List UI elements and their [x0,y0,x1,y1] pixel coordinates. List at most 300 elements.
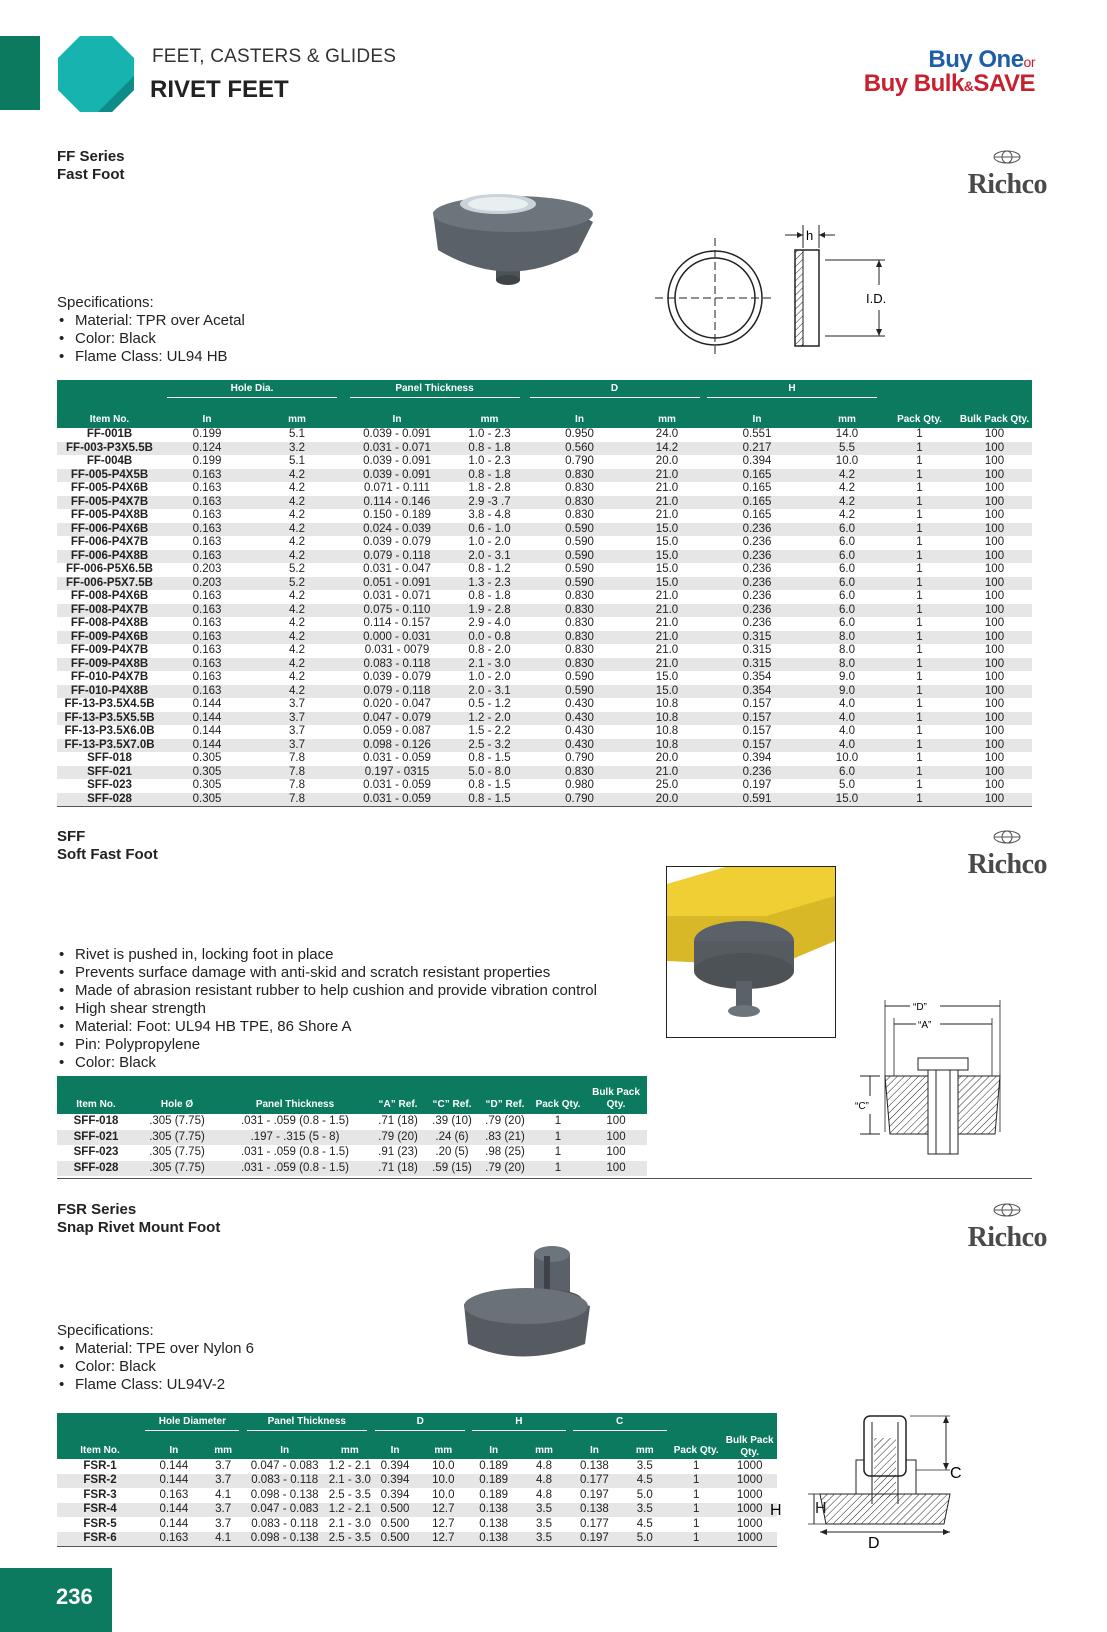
table-cell: 0.197 [742,779,772,791]
fsr-col-unit: In [468,1433,518,1459]
table-cell: 4.2 [252,496,342,510]
table-cell: 4.8 [519,1474,569,1489]
table-cell: 0.031 - 0.059 [342,793,452,807]
table-cell: 5.0 [620,1532,670,1547]
table-cell: 0.144 [192,698,222,710]
table-cell: 15.0 [655,536,679,548]
table-cell: 0.8 - 1.5 [452,793,527,807]
item-number-cell: FF-006-P5X7.5B [57,577,162,591]
table-cell: 1 [554,1115,562,1127]
snap-rivet-foot-image [460,1244,600,1362]
table-row [57,1459,777,1474]
item-number-cell: FF-008-P4X6B [70,590,149,602]
table-row [57,563,1032,577]
table-cell: 4.2 [289,536,305,548]
table-cell: 4.2 [839,509,855,521]
table-cell: 0.039 - 0.091 [342,469,452,483]
table-cell: 6.0 [839,536,855,548]
table-cell: 1 [916,590,923,602]
table-cell: 0.8 - 1.8 [468,590,511,602]
table-cell: 0.430 [565,725,594,737]
table-cell: 1 [882,685,957,699]
fsr-diagram-h-label: H [815,1500,827,1517]
table-cell: .305 (7.75) [149,1146,205,1158]
table-cell: 0.315 [702,658,812,672]
table-cell: 0.165 [742,482,772,494]
table-cell: 100 [585,1130,647,1146]
table-cell: 0.163 [192,482,222,494]
table-cell: 100 [984,644,1005,656]
table-cell: 15.0 [812,793,882,807]
table-cell: 1 [882,712,957,726]
table-cell: 100 [984,752,1005,764]
table-cell: 0.163 [162,469,252,483]
table-cell: 100 [957,631,1032,645]
table-cell: 6.0 [839,617,855,629]
table-cell: 0.163 [162,496,252,510]
table-cell: 0.075 - 0.110 [342,604,452,618]
table-cell: 0.590 [527,685,632,699]
table-cell: 2.0 - 3.1 [452,550,527,564]
table-cell: 0.430 [527,739,632,753]
table-cell: 1.2 - 2.1 [328,1503,371,1515]
table-cell: 15.0 [655,671,679,683]
table-row [57,482,1032,496]
diagram-c-label: “C” [855,1101,869,1112]
table-row [57,1161,647,1177]
table-cell: 1 [670,1532,722,1547]
table-cell: 0.031 - 0079 [364,644,430,656]
table-cell: 0.163 [162,631,252,645]
sff-spec-table [57,1076,647,1176]
ff-group-d: D [530,383,700,398]
table-cell: 4.2 [289,509,305,521]
table-cell: 0.071 - 0.111 [363,482,431,494]
table-cell: 7.8 [252,793,342,807]
globe-icon [993,150,1021,164]
table-cell: 0.394 [372,1474,418,1489]
ff-col-unit: mm [252,400,342,428]
table-cell: 3.5 [536,1517,553,1530]
table-cell: .71 (18) [378,1115,418,1127]
table-cell: 4.2 [289,590,305,602]
table-cell: 21.0 [632,766,702,780]
table-cell: 3.7 [205,1503,242,1518]
ff-spec-table [57,380,1032,807]
table-cell: 0.138 [479,1517,509,1530]
table-cell: 0.590 [565,536,594,548]
item-number-cell: FF-009-P4X6B [57,631,162,645]
table-cell: 21.0 [655,590,679,602]
table-cell: 1.0 - 2.3 [468,455,511,467]
table-cell: 15.0 [632,550,702,564]
table-cell: 0.163 [162,523,252,537]
table-cell: 100 [984,617,1005,629]
table-cell: 0.830 [565,509,594,521]
table-cell: 0.8 - 1.5 [468,779,511,791]
table-cell: 0.8 - 1.8 [452,442,527,456]
globe-icon [993,1203,1021,1217]
item-number-cell: FF-13-P3.5X4.5B [64,698,155,710]
table-row [57,550,1032,564]
table-cell: .98 (25) [485,1146,525,1158]
table-cell: 0.5 - 1.2 [468,698,511,710]
table-cell: 0.150 - 0.189 [363,509,431,521]
table-cell: 0.079 - 0.118 [342,550,452,564]
diagram-a-label: “A” [918,1020,932,1031]
table-cell: 100 [984,563,1005,575]
sff-col-panel: Panel Thickness [219,1076,371,1114]
table-row [57,590,1032,604]
table-cell: 0.6 - 1.0 [452,523,527,537]
table-cell: 0.236 [742,536,772,548]
table-row [57,1532,777,1547]
table-cell: 15.0 [655,563,679,575]
table-cell: 100 [957,496,1032,510]
table-cell: .24 (6) [425,1130,479,1146]
table-cell: 0.059 - 0.087 [363,725,431,737]
table-cell: 0.031 - 0.059 [363,779,431,791]
table-cell: 0.163 [162,604,252,618]
table-cell: 6.0 [812,604,882,618]
table-cell: 3.7 [289,698,305,710]
table-row [57,1145,647,1161]
table-cell: 0.199 [192,428,222,440]
table-row [57,604,1032,618]
fsr-col-unit: In [143,1433,205,1459]
table-cell: 0.083 - 0.118 [251,1517,319,1530]
table-cell: 0.163 [159,1488,189,1501]
table-cell: 0.305 [192,752,222,764]
table-cell: 0.047 - 0.083 [242,1503,328,1518]
item-number-cell: FF-008-P4X7B [57,604,162,618]
table-cell: 1 [692,1459,700,1472]
item-number-cell: SFF-028 [57,1161,135,1177]
table-row [57,658,1032,672]
table-cell: 100 [957,793,1032,807]
table-cell: 1 [554,1146,562,1158]
table-cell: 0.8 - 1.2 [468,563,511,575]
table-cell: 0.157 [702,712,812,726]
table-cell: 0.394 [380,1459,410,1472]
table-row [57,469,1032,483]
table-cell: 0.144 [159,1517,189,1530]
sff-col-d: “D” Ref. [479,1076,531,1114]
table-cell: 10.0 [432,1459,455,1472]
table-cell: 0.394 [742,752,772,764]
ff-series-title: FF Series Fast Foot [57,148,125,183]
table-cell: .20 (5) [435,1146,469,1158]
table-cell: 0.354 [702,685,812,699]
item-number-cell: FF-006-P4X6B [57,523,162,537]
table-cell: 0.163 [192,671,222,683]
table-cell: 1 [916,509,923,521]
table-cell: 0.000 - 0.031 [342,631,452,645]
spec-item: • Flame Class: UL94V-2 [57,1376,254,1394]
table-cell: 100 [984,698,1005,710]
table-cell: 0.315 [742,644,772,656]
table-cell: 0.236 [702,550,812,564]
table-cell: 0.790 [565,455,594,467]
table-cell: 0.236 [702,766,812,780]
table-cell: 0.163 [192,617,222,629]
feature-item: • High shear strength [57,1000,597,1018]
table-cell: 1 [916,671,923,683]
table-cell: 4.0 [839,725,855,737]
item-number-cell: FF-13-P3.5X6.0B [64,725,155,737]
table-cell: 1 [692,1488,700,1501]
table-cell: .031 - .059 (0.8 - 1.5) [240,1146,350,1158]
table-cell: 0.098 - 0.138 [250,1488,319,1501]
table-cell: .83 (21) [479,1130,531,1146]
table-cell: 0.189 [479,1459,509,1472]
diagram-d-label: D [868,1535,880,1552]
table-cell: 100 [984,536,1005,548]
table-row [57,671,1032,685]
table-cell: 0.830 [527,766,632,780]
fsr-group-hole-dia: Hole Diameter [145,1416,239,1431]
item-number-cell: FF-13-P3.5X7.0B [57,739,162,753]
table-cell: 1000 [736,1517,763,1530]
table-cell: 9.0 [812,685,882,699]
table-cell: 12.7 [432,1517,455,1530]
table-cell: 21.0 [632,604,702,618]
sff-series-title: SFF Soft Fast Foot [57,828,158,863]
feature-item: • Made of abrasion resistant rubber to help cushion and provide vibration control [57,982,597,1000]
fsr-col-unit: mm [418,1433,468,1459]
table-cell: 0.020 - 0.047 [363,698,431,710]
table-cell: 0.980 [565,779,594,791]
table-cell: 0.197 - 0315 [342,766,452,780]
table-cell: 100 [585,1161,647,1177]
page-title: RIVET FEET [150,76,289,103]
table-cell: 100 [957,739,1032,753]
table-cell: .71 (18) [371,1161,425,1177]
table-cell: 0.138 [569,1503,619,1518]
table-cell: 6.0 [839,590,855,602]
table-row [57,1130,647,1146]
spec-item: • Material: TPE over Nylon 6 [57,1340,254,1358]
table-cell: 0.047 - 0.083 [250,1459,319,1472]
table-cell: 4.2 [252,631,342,645]
table-cell: 0.051 - 0.091 [342,577,452,591]
feature-item: • Pin: Polypropylene [57,1036,597,1054]
table-cell: 10.8 [655,698,679,710]
table-row [57,455,1032,469]
table-cell: 0.157 [742,698,772,710]
table-cell: 12.7 [418,1503,468,1518]
table-cell: 0.157 [702,739,812,753]
table-cell: 3.7 [252,739,342,753]
table-cell: 0.8 - 1.8 [452,469,527,483]
table-cell: 100 [984,725,1005,737]
table-cell: 0.590 [527,523,632,537]
sff-col-bulk: Bulk Pack Qty. [585,1076,647,1114]
table-cell: 1 [916,455,923,467]
table-cell: 14.2 [632,442,702,456]
table-cell: 10.8 [632,739,702,753]
ff-group-panel-thickness: Panel Thickness [350,383,520,398]
table-cell: 2.5 - 3.5 [328,1488,371,1501]
table-cell: 7.8 [252,766,342,780]
table-cell: 21.0 [632,631,702,645]
table-row [57,698,1032,712]
table-cell: 1 [882,496,957,510]
table-cell: 0.590 [527,550,632,564]
page-number: 236 [56,1584,93,1609]
promo-buy-bulk: Buy Bulk&SAVE [863,70,1035,97]
table-cell: 0.144 [192,725,222,737]
table-cell: 3.5 [620,1503,670,1518]
table-cell: 100 [984,509,1005,521]
sff-col-c: “C” Ref. [425,1076,479,1114]
table-cell: 100 [957,766,1032,780]
table-cell: 0.138 [468,1532,518,1547]
table-cell: 10.0 [418,1474,468,1489]
table-cell: 2.1 - 3.0 [328,1517,371,1530]
table-cell: 5.1 [289,428,305,440]
fsr-group-h: H [472,1416,566,1431]
table-cell: 1.2 - 2.1 [328,1459,371,1472]
table-cell: 14.0 [835,428,859,440]
item-number-cell: FF-005-P4X8B [70,509,149,521]
table-cell: 0.047 - 0.079 [342,712,452,726]
table-cell: 1 [916,482,923,494]
table-cell: 0.163 [162,685,252,699]
table-cell: 0.591 [702,793,812,807]
ff-col-unit: In [527,400,632,428]
table-cell: 0.236 [742,563,772,575]
table-cell: .305 (7.75) [149,1115,205,1127]
table-cell: 4.5 [620,1474,670,1489]
table-cell: 100 [957,577,1032,591]
table-cell: 2.1 - 3.0 [328,1474,371,1486]
ff-col-unit: mm [812,400,882,428]
diagram-h-label: h [806,228,814,243]
table-cell: 100 [984,482,1005,494]
table-cell: 1 [882,442,957,456]
table-cell: 0.165 [702,496,812,510]
table-cell: 0.830 [527,631,632,645]
table-cell: 20.0 [655,752,679,764]
table-cell: 0.031 - 0.071 [342,442,452,456]
table-cell: 0.8 - 1.5 [468,752,511,764]
table-cell: 0.124 [162,442,252,456]
table-cell: 0.236 [702,523,812,537]
table-cell: 0.790 [565,752,594,764]
soft-fast-foot-image [666,866,836,1038]
table-cell: 8.0 [812,658,882,672]
table-cell: 4.5 [636,1517,653,1530]
item-number-cell: FSR-6 [57,1532,143,1547]
table-cell: 7.8 [289,779,305,791]
table-cell: 1 [882,766,957,780]
table-cell: 100 [957,658,1032,672]
fsr-col-unit: mm [620,1433,670,1459]
sff-features [57,946,597,1072]
table-cell: 10.0 [835,752,859,764]
table-cell: 3.8 - 4.8 [468,509,511,521]
fsr-group-d: D [375,1416,465,1431]
table-cell: 0.031 - 0.047 [363,563,431,575]
table-cell: 6.0 [812,523,882,537]
table-cell: 0.157 [742,725,772,737]
table-cell: .59 (15) [425,1161,479,1177]
table-cell: 0.163 [192,644,222,656]
table-row [57,536,1032,550]
table-cell: 5.0 [839,779,855,791]
table-row [57,496,1032,510]
table-cell: 1000 [722,1532,777,1547]
table-cell: 1 [916,779,923,791]
table-cell: 3.5 [519,1503,569,1518]
table-cell: 1 [882,523,957,537]
spec-item: • Flame Class: UL94 HB [57,348,245,366]
sff-col-pack: Pack Qty. [531,1076,585,1114]
item-number-cell: FSR-3 [83,1488,117,1501]
table-cell: 5.2 [252,577,342,591]
table-cell: .91 (23) [378,1146,418,1158]
table-cell: 6.0 [812,577,882,591]
item-number-cell: FSR-2 [57,1474,143,1489]
table-row [57,793,1032,807]
ff-col-unit: In [702,400,812,428]
table-cell: 4.2 [252,604,342,618]
table-cell: 3.5 [636,1459,653,1472]
table-cell: 1 [882,550,957,564]
table-cell: 0.197 [579,1488,609,1501]
table-row [57,712,1032,726]
table-row [57,1517,777,1532]
richco-logo: Richco [968,830,1047,881]
table-cell: 0.039 - 0.079 [363,536,431,548]
table-cell: 0.830 [527,604,632,618]
table-cell: 0.790 [527,793,632,807]
table-cell: 1 [670,1503,722,1518]
table-cell: 0.551 [742,428,772,440]
table-row [57,428,1032,442]
table-cell: 0.830 [565,482,594,494]
table-cell: 0.138 [468,1503,518,1518]
table-cell: 4.8 [536,1459,553,1472]
table-cell: 0.236 [742,590,772,602]
table-cell: 0.217 [702,442,812,456]
table-row [57,631,1032,645]
ff-specs [57,294,245,366]
table-row [57,523,1032,537]
table-cell: 2.9 - 4.0 [468,617,511,629]
table-cell: 0.500 [372,1532,418,1547]
table-cell: 1 [916,752,923,764]
table-cell: 1 [670,1474,722,1489]
table-cell: 0.305 [162,793,252,807]
snap-rivet-foot-diagram [770,1408,1010,1556]
table-row [57,1114,647,1130]
table-cell: 0.0 - 0.8 [452,631,527,645]
feature-item: • Rivet is pushed in, locking foot in place [57,946,597,964]
table-cell: 1000 [722,1503,777,1518]
table-cell: 0.500 [372,1503,418,1518]
table-cell: .305 (7.75) [135,1130,219,1146]
table-cell: 100 [957,550,1032,564]
table-cell: 0.098 - 0.138 [242,1532,328,1547]
fsr-spec-table [57,1413,777,1547]
table-cell: 0.163 [192,509,222,521]
table-cell: 100 [957,604,1032,618]
item-number-cell: FF-010-P4X8B [57,685,162,699]
fast-foot-diagram [665,220,910,360]
table-cell: 4.2 [252,685,342,699]
